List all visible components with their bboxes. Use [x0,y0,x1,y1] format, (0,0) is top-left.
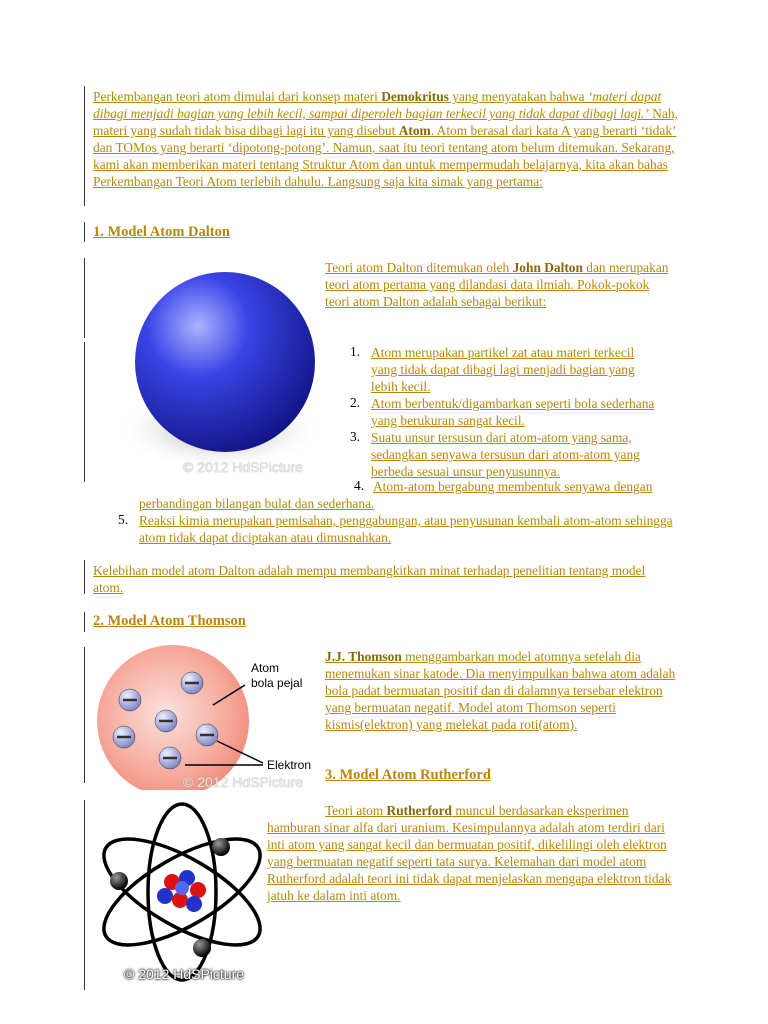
heading-bar [84,222,85,242]
thomson-text: menggambarkan model atomnya setelah dia menemukan sinar katode. Dia menyimpulkan bahwa atom adalah bola padat bermuatan positif dan di dalamnya tersebar elektron yang bermuatan negatif. Model atom Thomson seperti kismis(elektron) yang melekat pada roti(atom). [325,649,676,732]
intro-text-3: Nah, materi yang sudah tidak bisa dibagi lagi itu yang disebut [93,106,678,138]
list-number: 4. [354,478,365,493]
list-item: Suatu unsur tersusun dari atom-atom yang sama, sedangkan senyawa tersusun dari atom-atom yang berbeda sesuai unsur penyusunnya. [371,430,640,479]
quote-bar [84,86,85,206]
quote-bar [84,560,85,594]
label-atom-bola-pejal: Atom bola pejal [251,661,303,690]
dalton-sphere-image [100,262,330,482]
list-number: 1. [350,344,361,359]
rutherford-model-image [90,800,280,990]
list-number: 3. [350,429,361,444]
list-item: Reaksi kimia merupakan pemisahan, penggabungan, atau penyusunan kembali atom-atom sehingga atom tidak dapat diciptakan atau dimusnahkan. [139,513,673,545]
label-elektron: Elektron [267,758,312,772]
list-number: 5. [118,512,129,527]
dalton-text-2: dan merupakan teori atom pertama yang dilandasi data ilmiah. Pokok-pokok teori atom Dalton adalah sebagai berikut: [325,260,669,309]
image-bar [84,800,85,990]
rutherford-paragraph [267,802,677,904]
heading-dalton: 1. Model Atom Dalton [93,224,230,240]
intro-demokritus: Demokritus [381,89,449,104]
watermark: © 2012 HdSPicture [183,459,304,475]
heading-thomson: 2. Model Atom Thomson [93,613,246,629]
heading-bar [84,612,85,632]
list-item: Atom berbentuk/digambarkan seperti bola sederhana yang berukuran sangat kecil. [371,396,655,428]
image-bar [84,647,85,783]
dalton-text-1: Teori atom Dalton ditemukan oleh [325,260,513,275]
list-item: Atom merupakan partikel zat atau materi terkecil yang tidak dapat dibagi lagi menjadi bagian yang lebih kecil. [371,345,635,394]
image-bar [84,342,85,482]
watermark: © 2012 HdSPicture [124,966,245,982]
list-number: 2. [350,395,361,410]
intro-text-4: . Atom berasal dari kata A yang berarti ‘tidak’ dan TOMos yang berarti ‘dipotong-potong’. Namun, saat itu teori tentang atom belum ditemukan. Sekarang, kami akan memberikan materi tentang Struktur Atom dan untuk mempermudah belajarnya, kita akan bahas Perkembangan Teori Atom terlebih dahulu. Langsung saja kita simak yang pertama: [93,123,677,189]
rutherford-text-2: muncul berdasarkan eksperimen hamburan sinar alfa dari uranium. Kesimpulannya adalah atom terdiri dari inti atom yang sangat kecil dan bermuatan positif, dikelilingi oleh elektron yang bermuatan negatif seperti tata surya. Kelemahan dari model atom Rutherford adalah teori ini tidak dapat menjelaskan mengapa elektron tidak jatuh ke dalam inti atom. [267,803,672,903]
watermark: © 2012 HdSPicture [183,774,304,790]
image-bar [84,258,85,338]
rutherford-name: Rutherford [386,803,453,818]
intro-quote: ‘materi dapat dibagi menjadi bagian yang lebih kecil, sampai diperoleh bagian terkecil yang tidak dapat dibagi lagi.’ [93,89,662,121]
intro-paragraph [93,88,683,190]
heading-rutherford: 3. Model Atom Rutherford [325,767,491,783]
list-item: Atom-atom bergabung membentuk senyawa dengan perbandingan bilangan bulat dan sederhana. [139,479,653,511]
thomson-paragraph [325,648,680,733]
dalton-advantage: Kelebihan model atom Dalton adalah mempu membangkitkan minat terhadap penelitian tentang model atom. [93,563,646,595]
dalton-name: John Dalton [512,260,583,275]
dalton-intro [325,259,675,310]
intro-text-2: yang menyatakan bahwa [448,89,588,104]
intro-atom: Atom [398,123,431,138]
rutherford-text-1: Teori atom [325,803,387,818]
intro-text-1: Perkembangan teori atom dimulai dari konsep materi [93,89,382,104]
thomson-name: J.J. Thomson [325,649,402,664]
